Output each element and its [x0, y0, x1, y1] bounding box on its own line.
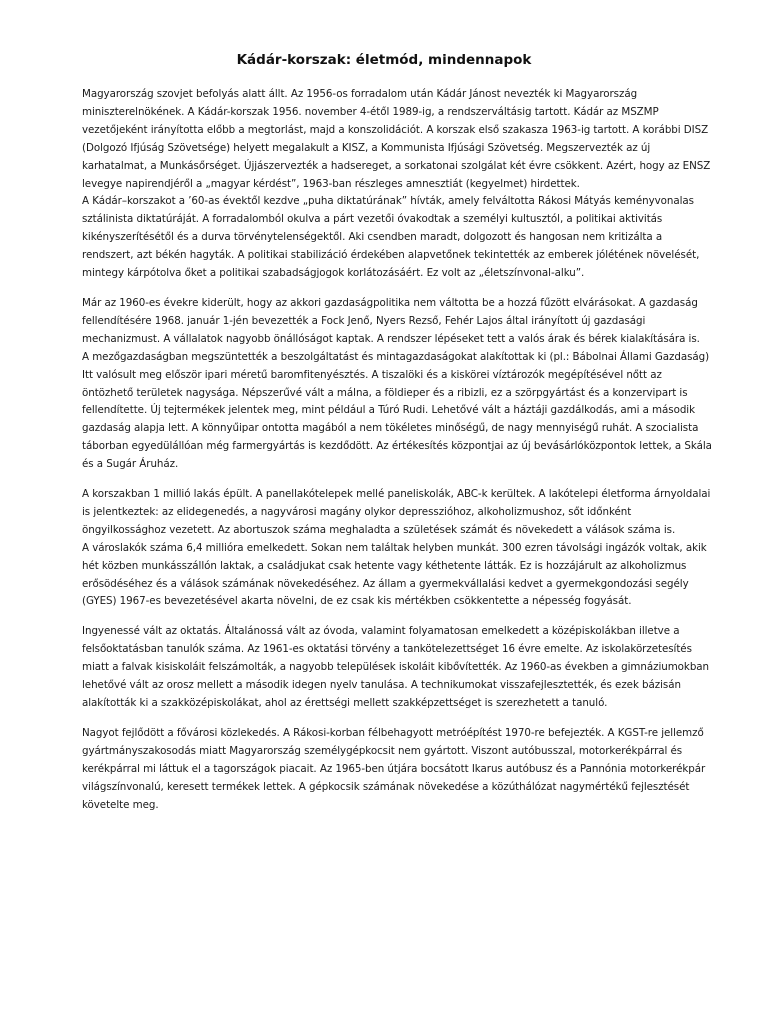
paragraph-economy: Már az 1960-es évekre kiderült, hogy az akkori gazdaságpolitika nem váltotta be a hozzá fűzött elvárásokat. A gazdaság fellendítésére 1968. január 1-jén bevezették a Fock Jenő, Nyers Rezső, Fehér Lajos által irányított új gazdasági mechanizmust. A vállalatok nagyobb önállóságot kaptak. A rendszer lépéseket tett a valós árak és bérek kialakítására is.: [82, 296, 700, 345]
paragraph-gap: [82, 611, 712, 623]
paragraph-transport: Nagyot fejlődött a fővárosi közlekedés. A Rákosi-korban félbehagyott metróépítést 1970-re befejezték. A KGST-re jellemző gyártmányszakosodás miatt Magyarország személygépkocsit nem gyártott. Viszont autóbusszal, motorkerékpárral és kerékpárral mi láttuk el a tagországok piacait. Az 1965-ben útjára bocsátott Ikarus autóbusz és a Pannónia motorkerékpár világszínvonalú, keresett termékek lettek. A gépkocsik számának növekedése a közúthálózat nagymértékű fejlesztését követelte meg.: [82, 726, 706, 811]
paragraph-urbanization: A városlakók száma 6,4 millióra emelkedett. Sokan nem találtak helyben munkát. 300 ezren távolsági ingázók voltak, akik hét közben munkásszállón laktak, a családjukat csak hetente vagy kéthetente látták. Ez is hozzájárult az alkoholizmus erősödéséhez és a válások számának növekedéséhez. Az állam a gyermekvállalási kedvet a gyermekgondozási segély (GYES) 1967-es bevezetésével akarta növelni, de ez csak kis mértékben csökkentette a népesség fogyását.: [82, 541, 707, 608]
paragraph-housing: A korszakban 1 millió lakás épült. A panellakótelepek mellé paneliskolák, ABC-k kerültek. A lakótelepi életforma árnyoldalai is jelentkeztek: az elidegenedés, a nagyvárosi magány olykor depresszióhoz, alkoholizmushoz, sőt időnként öngyilkossághoz vezetett. Az abortuszok száma meghaladta a születések számát és növekedett a válások száma is.: [82, 488, 711, 536]
paragraph-soft-dictatorship: A Kádár–korszakot a ’60-as évektől kezdve „puha diktatúrának” hívták, amely felváltotta Rákosi Mátyás keményvonalas sztálinista diktatúráját. A forradalomból okulva a párt vezetői óvakodtak a személyi kultusztól, a politikai aktivitás kikényszerítésétől és a durva törvénytelenségektől. Aki csendben maradt, dolgozott és hangosan nem kritizálta a rendszert, azt békén hagyták. A politikai stabilizáció érdekében alapvetőnek tekintették az emberek jólétének növelését, mintegy kárpótolva őket a politikai szabadságjogok korlátozásáért. Ez volt az „életszínvonal-alku”.: [82, 195, 700, 280]
paragraph-gap: [82, 713, 712, 725]
paragraph-agriculture: A mezőgazdaságban megszüntették a beszolgáltatást és mintagazdaságokat alakítottak ki (pl.: Bábolnai Állami Gazdaság) Itt valósult meg először ipari méretű baromfitenyésztés. A tiszalöki és a kiskörei víztározók megépítésével nőtt az öntözhető területek nagysága. Népszerűvé vált a málna, a földieper és a ribizli, ez a szörpgyártást és a konzervipart is fellendítette. Új tejtermékek jelentek meg, mint például a Túró Rudi. Lehetővé vált a háztáji gazdálkodás, ami a második gazdaság alapja lett. A könnyűipar ontotta magából a nem tökéletes minőségű, de nagy mennyiségű ruhát. A szocialista táborban egyedülállóan még farmergyártás is kezdődött. Az értékesítés központjai az új bevásárlóközpontok lettek, a Skála és a Sugár Áruház.: [82, 350, 712, 471]
page-title: Kádár-korszak: életmód, mindennapok: [236, 52, 532, 68]
paragraph-education: Ingyenessé vált az oktatás. Általánossá vált az óvoda, valamint folyamatosan emelkedett a középiskolákban illetve a felsőoktatásban tanulók száma. Az 1961-es oktatási törvény a tankötelezettséget 16 évre emelte. Az iskolakörzetesítés miatt a falvak kisiskoláit felszámolták, a nagyobb települések iskoláit kibővítették. Az 1960-as években a gimnáziumokban lehetővé vált az orosz mellett a második idegen nyelv tanulása. A technikumokat visszafejlesztették, és ezek bázisán alakították ki a szakközépiskolákat, ahol az érettségi mellett szakképzettséget is szerezhetett a tanuló.: [82, 625, 710, 709]
paragraph-gap: [82, 283, 712, 295]
document-body: [82, 86, 712, 814]
paragraph-intro: Magyarország szovjet befolyás alatt állt. Az 1956-os forradalom után Kádár Jánost nevezték ki Magyarország miniszterelnökének. A Kádár-korszak 1956. november 4-étől 1989-ig, a rendszerváltásig tartott. Kádár az MSZMP vezetőjeként irányította előbb a megtorlást, majd a konszolidációt. A korszak első szakasza 1963-ig tartott. A korábbi DISZ (Dolgozó Ifjúság Szövetsége) helyett megalakult a KISZ, a Kommunista Ifjúsági Szövetség. Megszervezték az új karhatalmat, a Munkásőrséget. Újjászervezték a hadsereget, a sorkatonai szolgálat két évre csökkent. Azért, hogy az ENSZ levegye napirendjéről a „magyar kérdést”, 1963-ban részleges amnesztiát (kegyelmet) hirdettek.: [82, 88, 711, 190]
paragraph-gap: [82, 474, 712, 486]
